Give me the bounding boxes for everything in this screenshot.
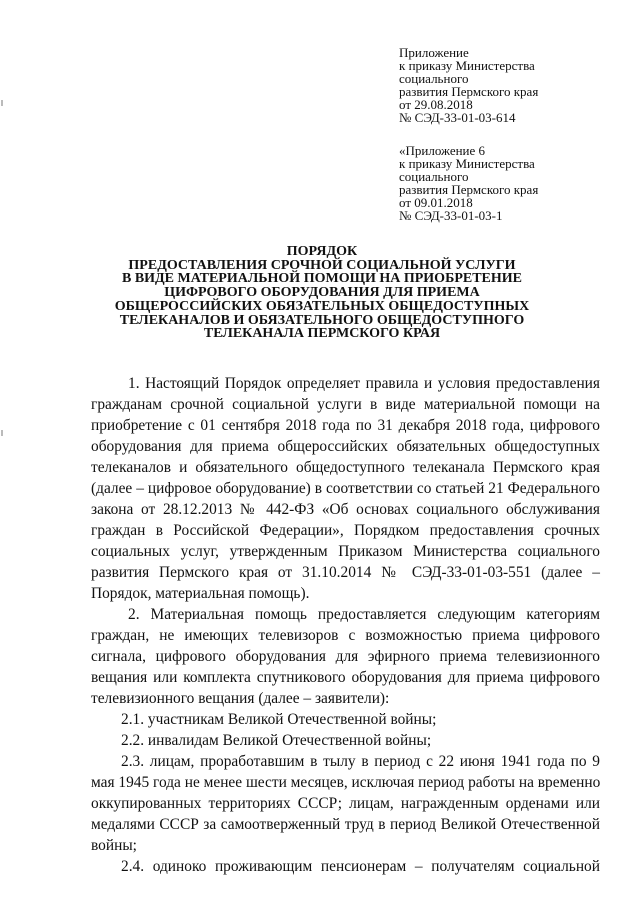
appendix-line: Приложение	[399, 45, 469, 60]
text-line: войны;	[91, 837, 137, 854]
text-line: граждан, не имеющих телевизоров с возможностью приема цифрового	[91, 627, 600, 644]
appendix-line: развития Пермского края	[399, 182, 539, 197]
appendix-line: социального	[399, 169, 469, 184]
text-line: телевизионного вещания (далее – заявители):	[91, 690, 390, 707]
text-line: медалями СССР за самоотверженный труд в период Великой Отечественной	[91, 816, 600, 833]
text-line: оборудования для приема общероссийских обязательных общедоступных	[91, 438, 600, 455]
scan-margin-mark	[1, 100, 3, 106]
scan-margin-mark	[1, 430, 3, 436]
title-line: ТЕЛЕКАНАЛА ПЕРМСКОГО КРАЯ	[203, 326, 441, 342]
text-line: 2.4. одиноко проживающим пенсионерам – получателям социальной	[121, 858, 600, 875]
title-line: ОБЩЕРОССИЙСКИХ ОБЯЗАТЕЛЬНЫХ ОБЩЕДОСТУПНЫХ	[114, 298, 530, 314]
appendix-block-previous	[399, 144, 599, 222]
text-line: мая 1945 года не менее шести месяцев, исключая период работы на временно	[91, 774, 601, 791]
appendix-line: к приказу Министерства	[399, 156, 535, 171]
appendix-block-current	[399, 46, 599, 124]
text-line: Порядок, материальная помощь).	[91, 585, 310, 602]
appendix-line: № СЭД-33-01-03-1	[399, 208, 503, 223]
text-line: приобретение с 01 сентября 2018 года по 31 декабря 2018 года, цифрового	[91, 417, 600, 434]
appendix-line: «Приложение 6	[399, 143, 486, 158]
list-item-2-3	[91, 751, 600, 856]
appendix-line: социального	[399, 71, 469, 86]
text-line: граждан в Российской Федерации», Порядком предоставления срочных	[91, 522, 600, 539]
title-line: ТЕЛЕКАНАЛОВ И ОБЯЗАТЕЛЬНОГО ОБЩЕДОСТУПНОГО	[119, 312, 525, 328]
text-line: телеканалов и обязательного общедоступного телеканала Пермского края	[91, 459, 600, 476]
appendix-line: к приказу Министерства	[399, 58, 535, 73]
paragraph-2	[91, 604, 600, 709]
title-line: ПРЕДОСТАВЛЕНИЯ СРОЧНОЙ СОЦИАЛЬНОЙ УСЛУГИ	[128, 257, 516, 273]
text-line: (далее – цифровое оборудование) в соответствии со статьей 21 Федерального	[91, 480, 600, 497]
title-line: ЦИФРОВОГО ОБОРУДОВАНИЯ ДЛЯ ПРИЕМА	[164, 285, 480, 301]
appendix-line: от 29.08.2018	[399, 97, 473, 112]
text-line: 2.3. лицам, проработавшим в тылу в период с 22 июня 1941 года по 9	[121, 753, 600, 770]
text-line: гражданам срочной социальной услуги в виде материальной помощи на	[91, 396, 600, 413]
text-line: социальных услуг, утвержденным Приказом Министерства социального	[91, 543, 600, 560]
text-line: развития Пермского края от 31.10.2014 № СЭД-33-01-03-551 (далее –	[91, 564, 600, 581]
title-line: ПОРЯДОК	[286, 244, 358, 259]
text-line: закона от 28.12.2013 № 442-ФЗ «Об основах социального обслуживания	[91, 501, 600, 518]
title-line: В ВИДЕ МАТЕРИАЛЬНОЙ ПОМОЩИ НА ПРИОБРЕТЕНИЕ	[121, 271, 523, 287]
text-line: сигнала, цифрового оборудования для эфирного приема телевизионного	[91, 648, 600, 665]
document-body	[91, 373, 600, 877]
list-item-2-4	[91, 856, 600, 877]
list-item-2-2: 2.2. инвалидам Великой Отечественной войны;	[121, 732, 432, 749]
list-item-2-1: 2.1. участникам Великой Отечественной войны;	[121, 711, 437, 728]
text-line: оккупированных территориях СССР; лицам, награжденным орденами или	[91, 795, 600, 812]
paragraph-1	[91, 373, 600, 604]
appendix-line: от 09.01.2018	[399, 195, 473, 210]
document-title	[70, 245, 574, 341]
text-line: 2. Материальная помощь предоставляется следующим категориям	[128, 606, 600, 623]
text-line: вещания или комплекта спутникового оборудования для приема цифрового	[91, 669, 600, 686]
text-line: 1. Настоящий Порядок определяет правила и условия предоставления	[128, 375, 600, 392]
appendix-line: № СЭД-33-01-03-614	[399, 110, 516, 125]
appendix-line: развития Пермского края	[399, 84, 539, 99]
